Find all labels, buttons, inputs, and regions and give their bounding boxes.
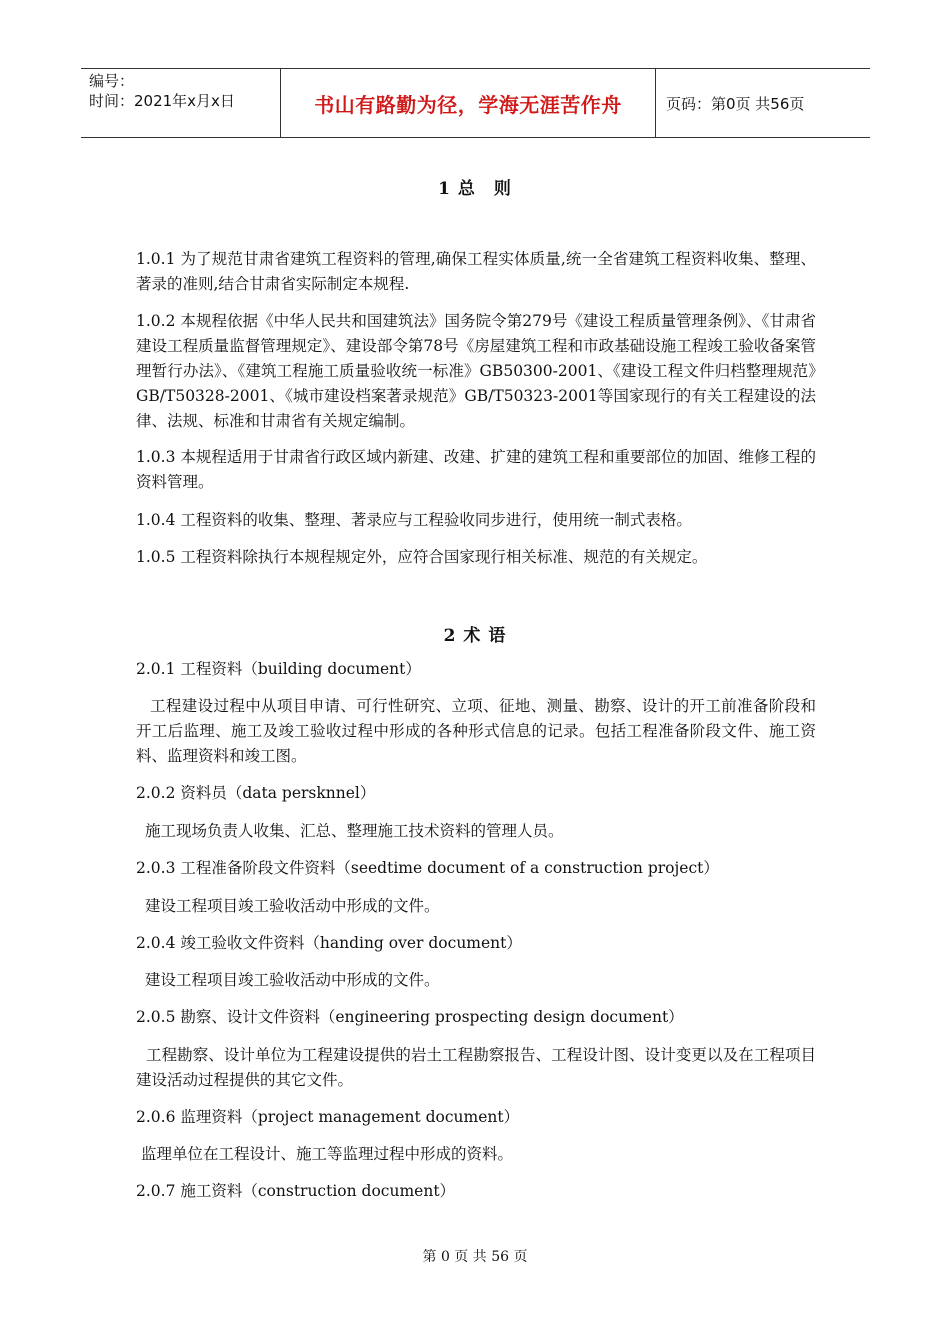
code-label: 编号： [89, 72, 135, 90]
term-2-0-2: 2.0.2 资料员（data persknnel） [136, 784, 376, 802]
clause-1-0-5: 1.0.5 工程资料除执行本规程规定外，应符合国家现行相关标准、规范的有关规定。 [136, 548, 708, 566]
header-motto: 书山有路勤为径，学海无涯苦作舟 [281, 69, 656, 137]
definition-2-0-4: 建设工程项目竣工验收活动中形成的文件。 [145, 971, 440, 989]
definition-2-0-2: 施工现场负责人收集、汇总、整理施工技术资料的管理人员。 [145, 822, 564, 840]
term-2-0-5: 2.0.5 勘察、设计文件资料（engineering prospecting design document） [136, 1008, 684, 1026]
definition-2-0-1: 工程建设过程中从项目申请、可行性研究、立项、征地、测量、勘察、设计的开工前准备阶段和开工后监理、施工及竣工验收过程中形成的各种形式信息的记录。包括工程准备阶段文件、施工资料、监理资料和竣工图。 [136, 697, 816, 765]
definition-2-0-5: 工程勘察、设计单位为工程建设提供的岩土工程勘察报告、工程设计图、设计变更以及在工程项目建设活动过程提供的其它文件。 [136, 1046, 816, 1089]
term-2-0-3: 2.0.3 工程准备阶段文件资料（seedtime document of a construction project） [136, 859, 719, 877]
clause-1-0-4: 1.0.4 工程资料的收集、整理、著录应与工程验收同步进行，使用统一制式表格。 [136, 511, 692, 529]
page-header [81, 68, 870, 138]
header-meta [81, 69, 281, 137]
term-2-0-1: 2.0.1 工程资料（building document） [136, 660, 421, 678]
clause-1-0-2: 1.0.2 本规程依据《中华人民共和国建筑法》国务院令第279号《建设工程质量管理条例》、《甘肃省建设工程质量监督管理规定》、建设部令第78号《房屋建筑工程和市政基础设施工程竣工验收备案管理暂行办法》、《建筑工程施工质量验收统一标准》GB50300-2001、《建设工程文件归档整理规范》GB/T50328-2001、《城市建设档案著录规范》GB/T50323-2001等国家现行的有关工程建设的法律、法规、标准和甘肃省有关规定编制。 [136, 312, 816, 430]
definition-2-0-3: 建设工程项目竣工验收活动中形成的文件。 [145, 897, 440, 915]
term-2-0-4: 2.0.4 竣工验收文件资料（handing over document） [136, 934, 522, 952]
section-1-title: 1 总 则 [438, 179, 512, 199]
section-2-title: 2 术 语 [443, 626, 507, 646]
time-label: 时间：2021年x月x日 [89, 92, 235, 110]
term-2-0-6: 2.0.6 监理资料（project management document） [136, 1108, 520, 1126]
clause-1-0-3: 1.0.3 本规程适用于甘肃省行政区域内新建、改建、扩建的建筑工程和重要部位的加固、维修工程的资料管理。 [136, 448, 816, 491]
definition-2-0-6: 监理单位在工程设计、施工等监理过程中形成的资料。 [141, 1145, 514, 1163]
clause-1-0-1: 1.0.1 为了规范甘肃省建筑工程资料的管理,确保工程实体质量,统一全省建筑工程资料收集、整理、著录的准则,结合甘肃省实际制定本规程. [136, 250, 816, 293]
header-page-info: 页码：第0页 共56页 [666, 94, 805, 113]
page-footer: 第 0 页 共 56 页 [422, 1249, 528, 1265]
term-2-0-7: 2.0.7 施工资料（construction document） [136, 1182, 456, 1200]
